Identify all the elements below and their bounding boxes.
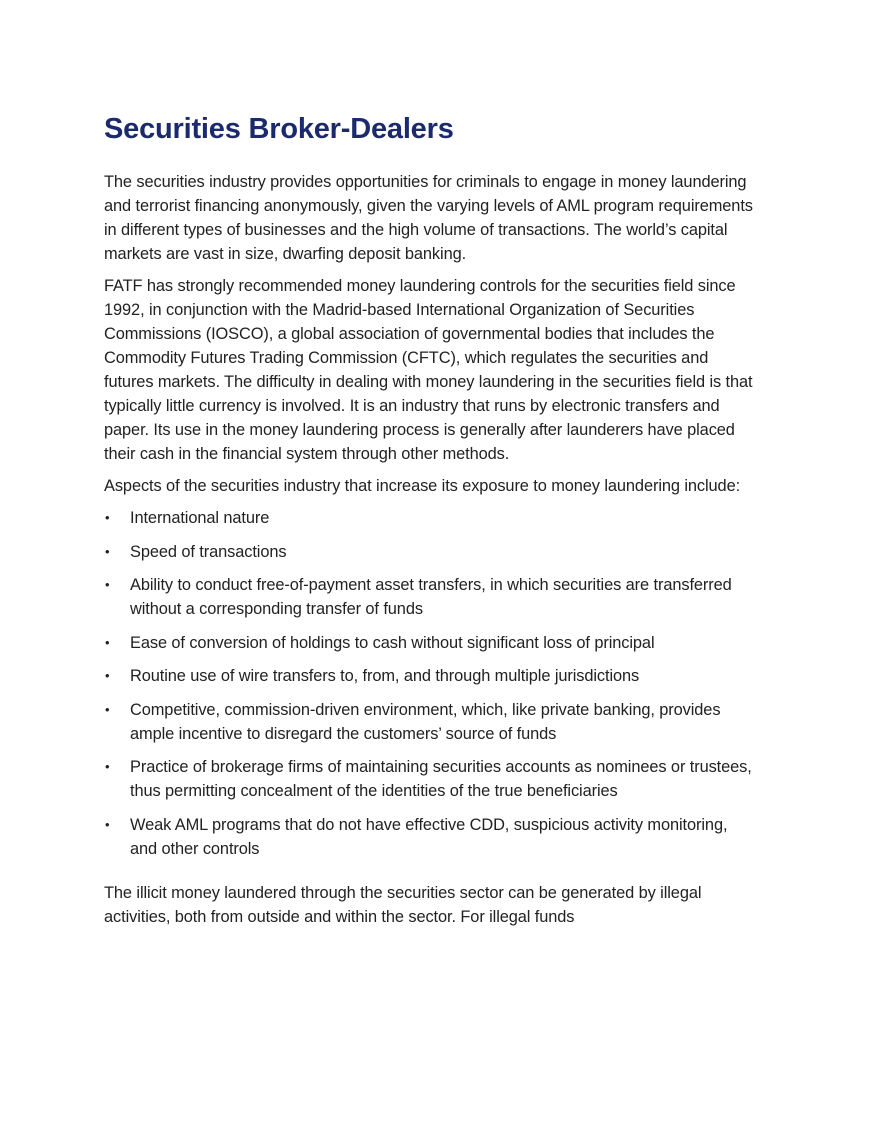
page-title: Securities Broker-Dealers: [104, 113, 454, 145]
page-content: [104, 110, 754, 937]
list-item-text: International nature: [130, 509, 270, 527]
bullet-icon: •: [105, 510, 110, 525]
bullet-icon: •: [105, 816, 110, 832]
closing-paragraph: The illicit money laundered through the securities sector can be generated by illegal activities, both from outside and within the sector. For illegal funds: [104, 883, 702, 926]
bullet-icon: •: [105, 577, 110, 592]
list-item-text: Ability to conduct free-of-payment asset transfers, in which securities are transferred without a corresponding transfer of funds: [130, 576, 732, 618]
list-item-text: Weak AML programs that do not have effective CDD, suspicious activity monitoring, and other controls: [130, 815, 728, 858]
bullet-icon: •: [105, 543, 110, 559]
list-item: [104, 664, 754, 688]
aspects-list: [104, 506, 754, 861]
list-item: [104, 755, 754, 803]
list-item: [104, 573, 754, 621]
fatf-paragraph: FATF has strongly recommended money laundering controls for the securities field since 1992, in conjunction with the Madrid-based International Organization of Securities Commissions (IOSCO), a global association of governmental bodies that includes the Commodity Futures Trading Commission (CFTC), which regulates the securities and futures markets. The difficulty in dealing with money laundering in the securities field is that typically little currency is involved. It is an industry that runs by electronic transfers and paper. Its use in the money laundering process is generally after launderers have placed their cash in the financial system through other methods.: [104, 277, 753, 463]
list-item: [104, 698, 754, 746]
list-item: [104, 631, 754, 655]
intro-paragraph: The securities industry provides opportunities for criminals to engage in money laundering and terrorist financing anonymously, given the varying levels of AML program requirements in different types of businesses and the high volume of transactions. The world’s capital markets are vast in size, dwarfing deposit banking.: [104, 173, 753, 263]
list-item-text: Routine use of wire transfers to, from, and through multiple jurisdictions: [130, 667, 640, 685]
list-item: [104, 540, 754, 564]
bullet-icon: •: [105, 668, 110, 683]
list-item: [104, 506, 754, 530]
list-item-text: Practice of brokerage firms of maintaining securities accounts as nominees or trustees, thus permitting concealment of the identities of the true beneficiaries: [130, 758, 752, 800]
list-item-text: Speed of transactions: [130, 542, 287, 561]
bullet-icon: •: [105, 759, 110, 774]
list-item: [104, 813, 754, 861]
aspects-paragraph: Aspects of the securities industry that increase its exposure to money laundering include:: [104, 477, 741, 495]
bullet-icon: •: [105, 634, 110, 650]
list-item-text: Ease of conversion of holdings to cash without significant loss of principal: [130, 633, 655, 652]
bullet-icon: •: [105, 701, 110, 717]
list-item-text: Competitive, commission-driven environment, which, like private banking, provides ample incentive to disregard the customers’ source of funds: [130, 700, 721, 743]
